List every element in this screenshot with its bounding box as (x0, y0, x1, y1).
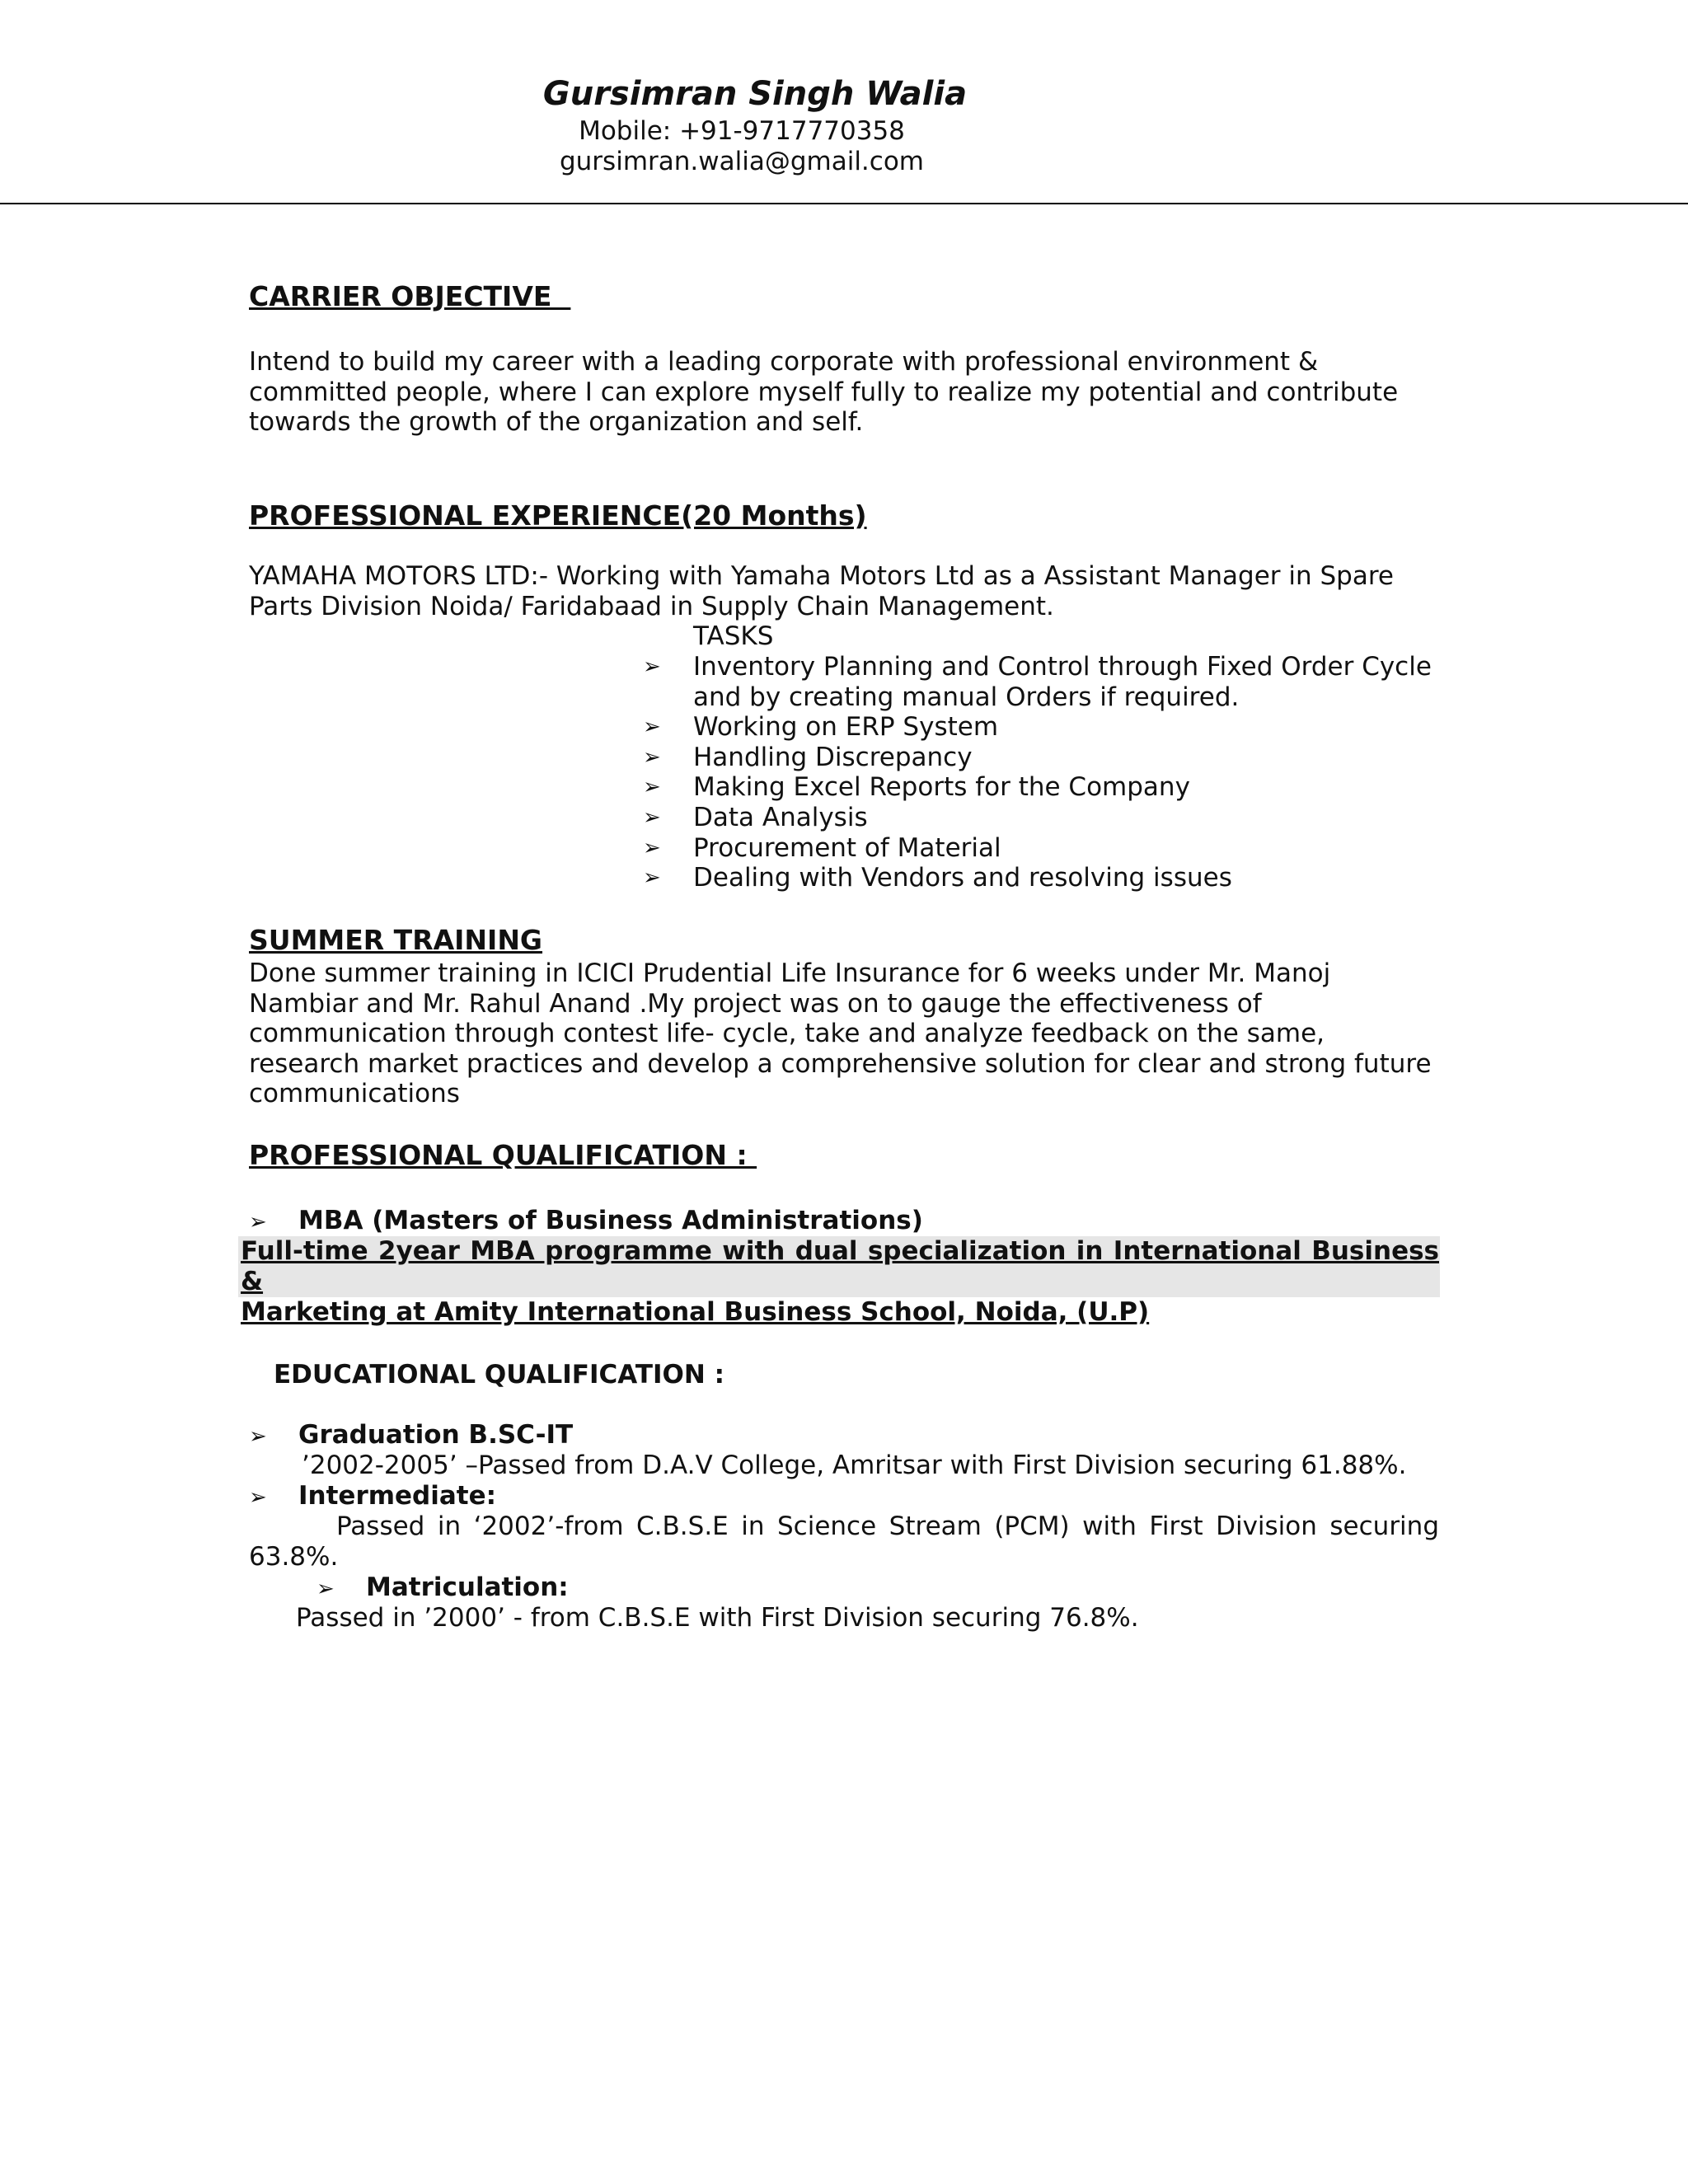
objective-heading: CARRIER OBJECTIVE (249, 280, 571, 312)
intermediate-text-line1: Passed in ‘2002’-from C.B.S.E in Science Stream (PCM) with First Division securing (336, 1511, 1439, 1541)
mba-description (241, 1236, 1439, 1328)
arrow-bullet-icon: ➢ (643, 744, 661, 770)
email-address: gursimran.walia@gmail.com (559, 147, 924, 176)
arrow-bullet-icon: ➢ (249, 1210, 267, 1235)
arrow-bullet-icon: ➢ (643, 865, 661, 891)
training-heading: SUMMER TRAINING (249, 924, 543, 956)
objective-text: Intend to build my career with a leading corporate with professional environment & committed people, where I can explore myself fully to realize my potential and contribute towards the growth of the organization and self. (249, 347, 1399, 438)
mba-degree-title: MBA (Masters of Business Administrations) (298, 1206, 923, 1235)
task-item (643, 712, 1451, 743)
arrow-bullet-icon: ➢ (643, 804, 661, 830)
arrow-bullet-icon: ➢ (643, 715, 661, 740)
graduation-text: ’2002-2005’ –Passed from D.A.V College, Amritsar with First Division securing 61.88%. (302, 1451, 1407, 1480)
candidate-name: Gursimran Singh Walia (542, 75, 968, 113)
tasks-title: TASKS (693, 621, 774, 651)
task-item (643, 803, 1451, 833)
intermediate-item (249, 1481, 496, 1513)
intermediate-text-line2: 63.8%. (249, 1542, 339, 1572)
task-text: Data Analysis (693, 802, 868, 832)
task-text: Dealing with Vendors and resolving issues (693, 863, 1232, 893)
task-list (643, 652, 1451, 893)
task-text: Making Excel Reports for the Company (693, 772, 1190, 803)
training-text: Done summer training in ICICI Prudential Life Insurance for 6 weeks under Mr. Manoj Nambiar and Mr. Rahul Anand .My project was on to gauge the effectiveness of communication through contest life- cycle, take and analyze feedback on the same, research market practices and develop a comprehensive solution for clear and strong future communications (249, 958, 1432, 1109)
task-text: Inventory Planning and Control through Fixed Order Cycle and by creating manual Orders if required. (693, 652, 1432, 712)
task-item (643, 772, 1451, 803)
graduation-title: Graduation B.SC-IT (298, 1420, 574, 1450)
matriculation-title: Matriculation: (366, 1572, 569, 1602)
mobile-number: Mobile: +91-9717770358 (579, 116, 905, 146)
matriculation-text: Passed in ’2000’ - from C.B.S.E with First Division securing 76.8%. (296, 1603, 1139, 1633)
arrow-bullet-icon: ➢ (316, 1577, 335, 1601)
task-item (643, 833, 1451, 864)
mba-description-line1: Full-time 2year MBA programme with dual specialization in International Business & (241, 1236, 1439, 1296)
experience-heading: PROFESSIONAL EXPERIENCE(20 Months) (249, 499, 867, 532)
header-divider (0, 203, 1688, 204)
arrow-bullet-icon: ➢ (643, 654, 661, 679)
matriculation-item (316, 1572, 569, 1605)
task-text: Handling Discrepancy (693, 742, 973, 772)
task-text: Procurement of Material (693, 832, 1001, 863)
task-item (643, 863, 1451, 893)
intermediate-title: Intermediate: (298, 1481, 497, 1511)
arrow-bullet-icon: ➢ (643, 775, 661, 800)
arrow-bullet-icon: ➢ (249, 1424, 267, 1449)
task-text: Working on ERP System (693, 712, 999, 743)
education-heading: EDUCATIONAL QUALIFICATION : (274, 1360, 724, 1390)
mba-description-line2: Marketing at Amity International Business School, Noida, (U.P) (241, 1297, 1150, 1327)
graduation-item (249, 1420, 573, 1452)
arrow-bullet-icon: ➢ (643, 835, 661, 860)
task-item (643, 743, 1451, 773)
task-item (643, 652, 1451, 712)
arrow-bullet-icon: ➢ (249, 1485, 267, 1510)
professional-qualification-heading: PROFESSIONAL QUALIFICATION : (249, 1139, 757, 1171)
mba-degree (249, 1205, 923, 1238)
experience-text: YAMAHA MOTORS LTD:- Working with Yamaha Motors Ltd as a Assistant Manager in Spare Parts Division Noida/ Faridabaad in Supply Chain Management. (249, 561, 1394, 621)
